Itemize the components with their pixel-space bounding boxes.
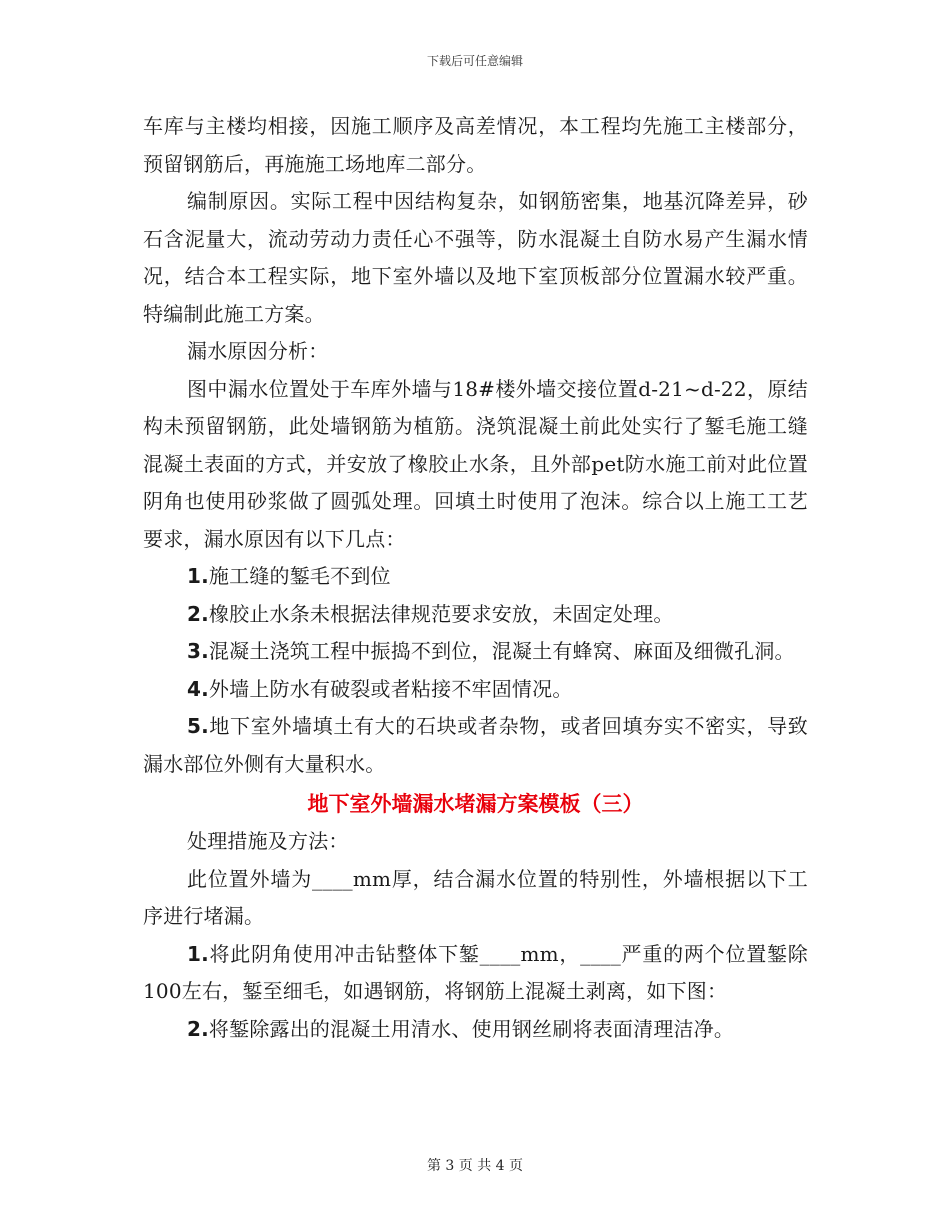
list-text: 将錾除露出的混凝土用清水、使用钢丝刷将表面清理洁净。 <box>208 1016 735 1041</box>
list-item <box>143 671 808 709</box>
document-body <box>143 108 808 1048</box>
list-text: 地下室外墙填土有大的石块或者杂物，或者回填夯实不密实，导致漏水部位外侧有大量积水。 <box>143 714 808 776</box>
paragraph: 编制原因。实际工程中因结构复杂，如钢筋密集，地基沉降差异，砂石含泥量大，流动劳动力责任心不强等，防水混凝土自防水易产生漏水情况，结合本工程实际，地下室外墙以及地下室顶板部分位置漏水较严重。特编制此施工方案。 <box>143 189 808 326</box>
page-footer: 第 3 页 共 4 页 <box>426 1158 524 1174</box>
list-number: 3. <box>187 639 209 663</box>
list-item <box>143 633 808 671</box>
list-item <box>143 558 808 596</box>
list-number: 2. <box>187 601 209 626</box>
list-text: 外墙上防水有破裂或者粘接不牢固情况。 <box>208 676 573 701</box>
list-number: 5. <box>187 714 209 738</box>
list-item <box>143 708 808 783</box>
paragraph: 图中漏水位置处于车库外墙与18#楼外墙交接位置d-21~d-22，原结构未预留钢筋，此处墙钢筋为植筋。浇筑混凝土前此处实行了錾毛施工缝混凝土表面的方式，并安放了橡胶止水条，且外部pet防水施工前对此位置阴角也使用砂浆做了圆弧处理。回填土时使用了泡沫。综合以上施工工艺要求，漏水原因有以下几点： <box>143 376 808 551</box>
paragraph: 此位置外墙为____mm厚，结合漏水位置的特别性，外墙根据以下工序进行堵漏。 <box>143 866 808 928</box>
list-text: 将此阴角使用冲击钻整体下錾____mm，____严重的两个位置錾除100左右，錾至细毛，如遇钢筋，将钢筋上混凝土剥离，如下图： <box>143 941 808 1003</box>
subheading: 处理措施及方法： <box>187 829 349 853</box>
list-text: 混凝土浇筑工程中振捣不到位，混凝土有蜂窝、麻面及细微孔洞。 <box>208 639 795 663</box>
paragraph: 车库与主楼均相接，因施工顺序及高差情况，本工程均先施工主楼部分，预留钢筋后，再施施工场地库二部分。 <box>143 114 808 176</box>
list-text: 橡胶止水条未根据法律规范要求安放，未固定处理。 <box>208 601 674 626</box>
list-number: 1. <box>187 564 209 588</box>
list-number: 2. <box>187 1016 209 1041</box>
list-text: 施工缝的錾毛不到位 <box>208 564 391 588</box>
list-item <box>143 936 808 1011</box>
section-title: 地下室外墙漏水堵漏方案模板（三） <box>307 791 644 816</box>
list-number: 4. <box>187 676 209 701</box>
list-item <box>143 1011 808 1049</box>
page-header: 下载后可任意编辑 <box>426 54 523 68</box>
list-number: 1. <box>187 941 209 966</box>
list-item <box>143 596 808 634</box>
subheading: 漏水原因分析： <box>187 339 329 363</box>
